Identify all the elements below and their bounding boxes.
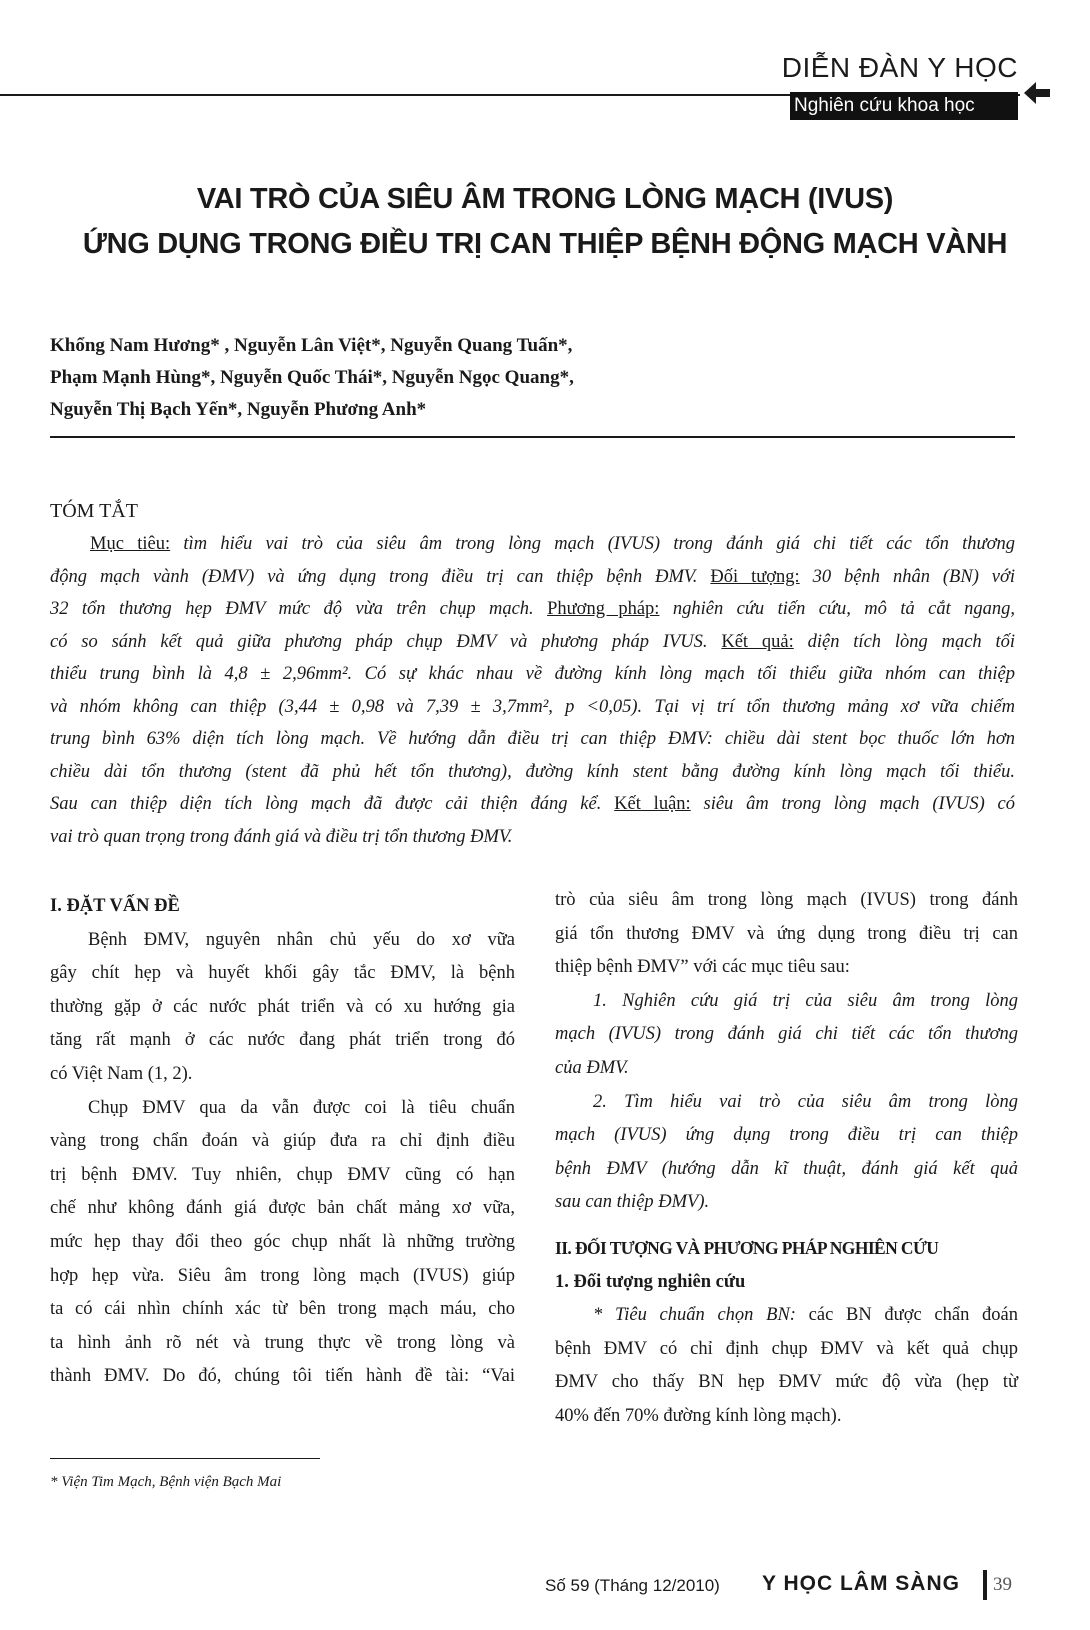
paragraph-line: thành ĐMV. Do đó, chúng tôi tiến hành đề tài: “Vai xyxy=(50,1366,515,1387)
objective-line: của ĐMV. xyxy=(555,1057,629,1078)
objective-line: 1. Nghiên cứu giá trị của siêu âm trong lòng xyxy=(593,990,1018,1011)
objective-line: mạch (IVUS) ứng dụng trong điều trị can thiệp xyxy=(555,1125,1018,1146)
right-column xyxy=(555,884,1018,1434)
abstract-line: động mạch vành (ĐMV) và ứng dụng trong điều trị can thiệp bệnh ĐMV. Đối tượng: 30 bệnh nhân (BN) với xyxy=(50,566,1016,587)
abstract-line: 32 tổn thương hẹp ĐMV mức độ vừa trên chụp mạch. Phương pháp: nghiên cứu tiến cứu, mô tả cắt ngang, xyxy=(50,599,1015,619)
paragraph-line: thường gặp ở các nước phát triển và có xu hướng gia xyxy=(50,996,515,1017)
paragraph-line: gây chít hẹp và huyết khối gây tắc ĐMV, là bệnh xyxy=(50,963,515,984)
subsection-heading: 1. Đối tượng nghiên cứu xyxy=(555,1271,746,1292)
page-number: 39 xyxy=(993,1574,1012,1595)
paragraph-line: vàng trong chẩn đoán và giúp đưa ra chỉ định điều xyxy=(50,1131,515,1152)
article-title-line1: VAI TRÒ CỦA SIÊU ÂM TRONG LÒNG MẠCH (IVUS) xyxy=(196,183,894,215)
article-title-line2: ỨNG DỤNG TRONG ĐIỀU TRỊ CAN THIỆP BỆNH ĐỘNG MẠCH VÀNH xyxy=(82,228,1008,260)
subject-label: Đối tượng: xyxy=(710,566,800,587)
footer-divider xyxy=(983,1570,987,1600)
arrow-left-icon xyxy=(1022,78,1052,108)
footnote: * Viện Tim Mạch, Bệnh viện Bạch Mai xyxy=(50,1474,282,1490)
objective-line: sau can thiệp ĐMV). xyxy=(555,1192,710,1213)
paragraph-line: ĐMV cho thấy BN hẹp ĐMV mức độ vừa (hẹp từ xyxy=(555,1372,1018,1393)
abstract-line: chiều dài tổn thương (stent đã phủ hết tổn thương), đường kính stent bằng đường kính lòng mạch tối thiểu. xyxy=(50,761,1015,782)
paragraph-line: trị bệnh ĐMV. Tuy nhiên, chụp ĐMV cũng có hạn xyxy=(50,1164,515,1185)
subsection-label: Nghiên cứu khoa học xyxy=(790,92,1018,120)
paragraph-line: chế như không đánh giá được bản chất mảng xơ vữa, xyxy=(50,1198,515,1219)
issue-label: Số 59 (Tháng 12/2010) xyxy=(545,1576,720,1595)
paragraph-line: 40% đến 70% đường kính lòng mạch). xyxy=(555,1405,842,1426)
abstract-heading: TÓM TẮT xyxy=(50,500,138,522)
section-title: DIỄN ĐÀN Y HỌC xyxy=(781,52,1018,83)
author-line: Phạm Mạnh Hùng*, Nguyễn Quốc Thái*, Nguyễn Ngọc Quang*, xyxy=(50,367,574,388)
paragraph-line: mức hẹp thay đổi theo góc chụp nhất là những trường xyxy=(50,1231,515,1252)
objective-line: mạch (IVUS) trong đánh giá chi tiết các tổn thương xyxy=(555,1024,1018,1045)
paragraph-line: Chụp ĐMV qua da vẫn được coi là tiêu chuẩn xyxy=(88,1097,515,1118)
abstract-line: Mục tiêu: tìm hiểu vai trò của siêu âm trong lòng mạch (IVUS) trong đánh giá chi tiết các tổn thương xyxy=(90,534,1016,554)
criteria-label: * Tiêu chuẩn chọn BN: xyxy=(593,1305,796,1326)
abstract-line: thiểu trung bình là 4,8 ± 2,96mm². Có sự khác nhau về đường kính lòng mạch tối thiểu giữa nhóm can thiệp xyxy=(50,664,1015,684)
abstract-line: trung bình 63% diện tích lòng mạch. Về hướng dẫn điều trị can thiệp ĐMV: chiều dài stent bọc thuốc lớn hơn xyxy=(50,729,1015,749)
paragraph-line: tăng rất mạnh ở các nước đang phát triển trong đó xyxy=(50,1030,515,1051)
objective-label: Mục tiêu: xyxy=(90,534,171,554)
paragraph-line: trò của siêu âm trong lòng mạch (IVUS) trong đánh xyxy=(555,890,1018,910)
objective-line: 2. Tìm hiểu vai trò của siêu âm trong lòng xyxy=(593,1091,1018,1112)
journal-name: Y HỌC LÂM SÀNG xyxy=(762,1572,960,1595)
paragraph-line: ta hình ảnh rõ nét và trung thực về trong lòng và xyxy=(50,1332,515,1353)
author-rule xyxy=(50,436,1015,438)
paragraph-line: hợp hẹp vừa. Siêu âm trong lòng mạch (IVUS) giúp xyxy=(50,1265,515,1286)
paragraph-line: * Tiêu chuẩn chọn BN: các BN được chẩn đoán xyxy=(593,1305,1019,1326)
abstract-line: vai trò quan trọng trong đánh giá và điều trị tổn thương ĐMV. xyxy=(50,826,513,847)
paragraph-line: Bệnh ĐMV, nguyên nhân chủ yếu do xơ vữa xyxy=(88,929,515,950)
paragraph-line: thiệp bệnh ĐMV” với các mục tiêu sau: xyxy=(555,957,850,978)
left-column xyxy=(50,890,515,1394)
section-heading: I. ĐẶT VẤN ĐỀ xyxy=(50,896,180,916)
paragraph-line: bệnh ĐMV có chỉ định chụp ĐMV và kết quả chụp xyxy=(555,1338,1018,1359)
abstract-line: và nhóm không can thiệp (3,44 ± 0,98 và 7,39 ± 3,7mm², p <0,05). Tại vị trí tổn thương mảng xơ vữa chiếm xyxy=(50,696,1015,717)
result-label: Kết quả: xyxy=(721,631,794,652)
footnote-rule xyxy=(50,1458,320,1459)
abstract-body xyxy=(50,528,1015,853)
method-label: Phương pháp: xyxy=(547,599,660,619)
objective-line: bệnh ĐMV (hướng dẫn kĩ thuật, đánh giá kết quả xyxy=(555,1158,1018,1179)
conclusion-label: Kết luận: xyxy=(614,794,691,814)
paragraph-line: có Việt Nam (1, 2). xyxy=(50,1063,193,1084)
paragraph-line: ta có cái nhìn chính xác từ bên trong mạch máu, cho xyxy=(50,1299,515,1320)
section-heading: II. ĐỐI TƯỢNG VÀ PHƯƠNG PHÁP NGHIÊN CỨU xyxy=(555,1237,939,1258)
author-list xyxy=(50,330,1010,426)
author-line: Nguyễn Thị Bạch Yến*, Nguyễn Phương Anh* xyxy=(50,399,427,420)
abstract-line: có so sánh kết quả giữa phương pháp chụp ĐMV và phương pháp IVUS. Kết quả: diện tích lòng mạch tối xyxy=(50,631,1016,652)
author-line: Khổng Nam Hương* , Nguyễn Lân Việt*, Nguyễn Quang Tuấn*, xyxy=(50,335,573,356)
abstract-line: Sau can thiệp diện tích lòng mạch đã được cải thiện đáng kể. Kết luận: siêu âm trong lòng mạch (IVUS) có xyxy=(50,794,1016,814)
paragraph-line: giá tổn thương ĐMV và ứng dụng trong điều trị can xyxy=(555,923,1018,944)
